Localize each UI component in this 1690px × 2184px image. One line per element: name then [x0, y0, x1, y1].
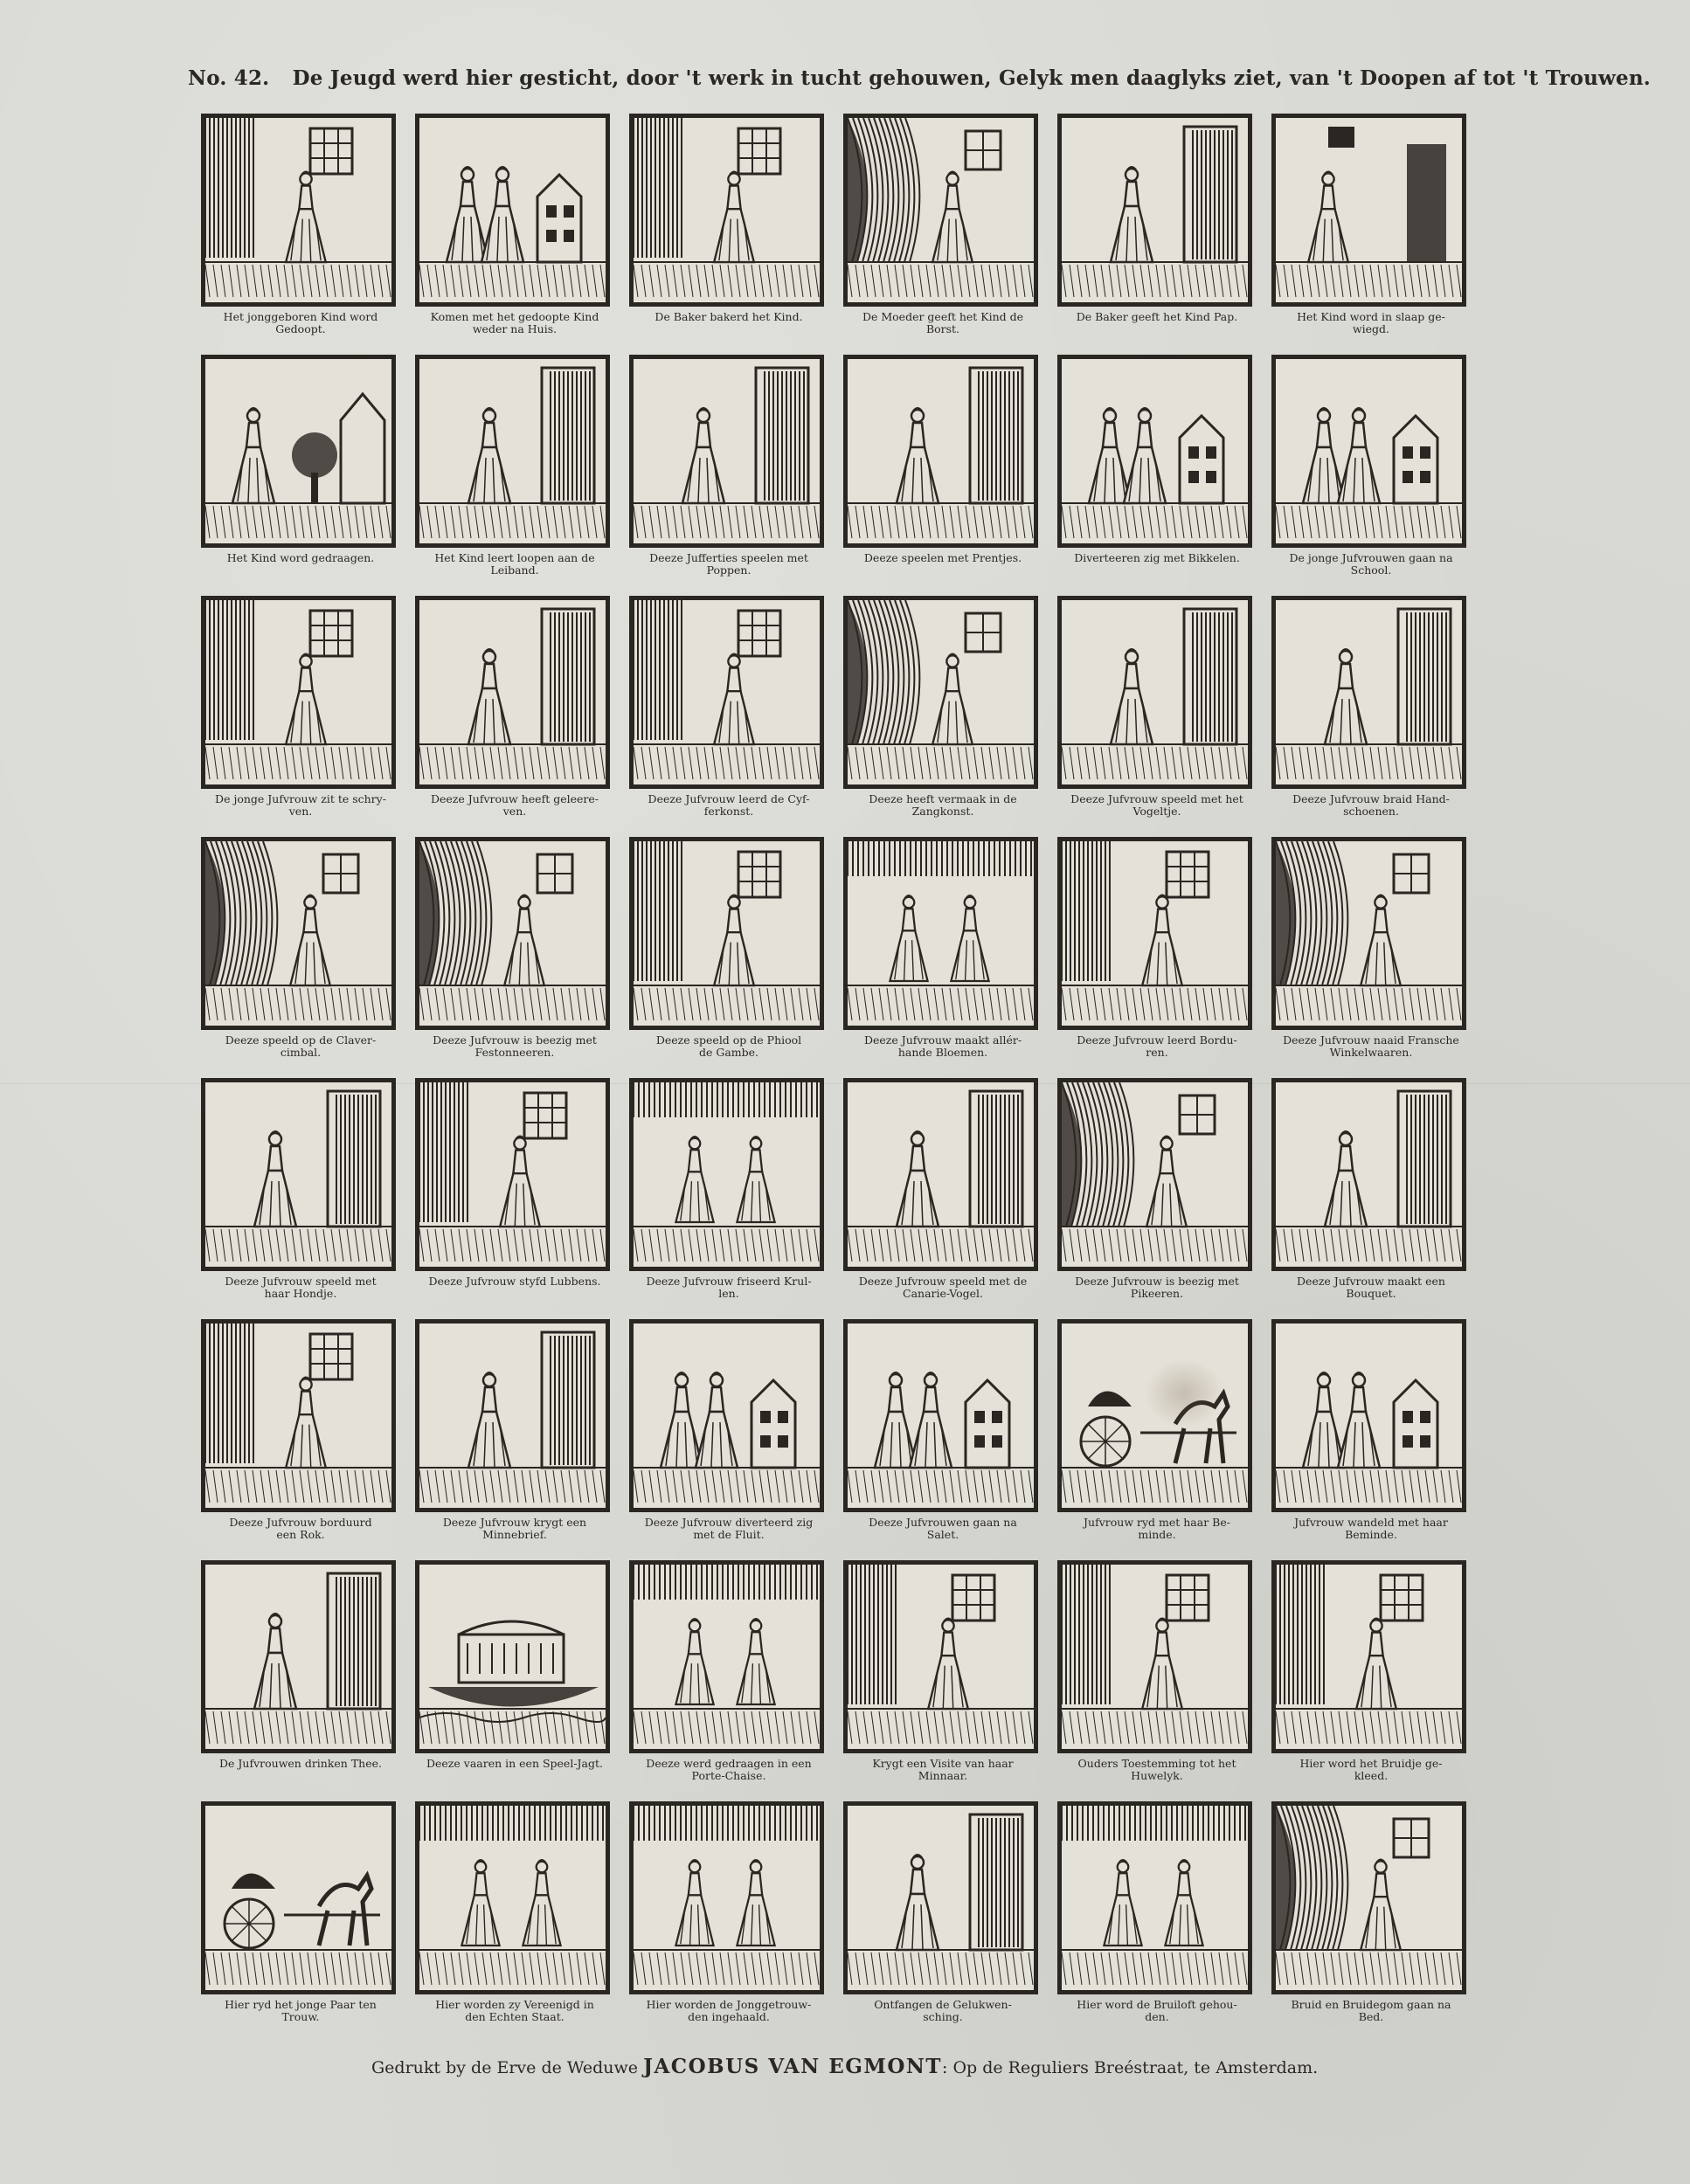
panel-caption: De Jufvrouwen drinken Thee. — [219, 1757, 382, 1770]
woodcut-illustration — [1057, 114, 1252, 307]
woodcut-illustration — [415, 596, 610, 789]
woodcut-panel — [411, 1798, 625, 2039]
woodcut-panel — [839, 1798, 1053, 2039]
woodcut-panel — [839, 1557, 1053, 1798]
woodcut-illustration — [1271, 1319, 1466, 1512]
woodcut-illustration — [843, 1801, 1038, 1994]
woodcut-illustration — [629, 114, 824, 307]
woodcut-panel — [197, 1316, 411, 1557]
imprint-address: : Op de Reguliers Breéstraat, te Amsterdam. — [942, 2058, 1319, 2077]
panel-caption: Deeze Jufvrouw borduurd een Rok. — [229, 1516, 372, 1541]
panel-caption: Deeze heeft vermaak in de Zangkonst. — [869, 792, 1017, 818]
woodcut-panel — [625, 1798, 839, 2039]
woodcut-panel — [1053, 351, 1267, 592]
woodcut-panel — [625, 110, 839, 351]
woodcut-illustration — [1271, 1801, 1466, 1994]
woodcut-panel — [1053, 833, 1267, 1075]
panel-caption: Deeze speeld op de Claver- cimbal. — [225, 1033, 377, 1059]
woodcut-illustration — [201, 1078, 396, 1271]
woodcut-panel — [197, 1557, 411, 1798]
woodcut-panel — [411, 351, 625, 592]
panel-caption: De Baker geeft het Kind Pap. — [1076, 310, 1238, 323]
panel-caption: Deeze Jufvrouw krygt een Minnebrief. — [442, 1516, 587, 1541]
woodcut-illustration — [1271, 114, 1466, 307]
woodcut-illustration — [843, 355, 1038, 548]
woodcut-panel — [625, 592, 839, 833]
woodcut-illustration — [201, 355, 396, 548]
panel-caption: Deeze Jufvrouw maakt allér- hande Bloemen. — [863, 1033, 1022, 1059]
woodcut-panel — [1053, 110, 1267, 351]
woodcut-illustration — [843, 1560, 1038, 1753]
panel-caption: Deeze Jufvrouw leerd de Cyf- ferkonst. — [648, 792, 810, 818]
woodcut-illustration — [201, 1560, 396, 1753]
woodcut-panel — [625, 1316, 839, 1557]
panel-caption: Jufvrouw wandeld met haar Beminde. — [1294, 1516, 1448, 1541]
woodcut-panel — [1053, 592, 1267, 833]
woodcut-panel — [1267, 1557, 1481, 1798]
panel-caption: Hier ryd het jonge Paar ten Trouw. — [225, 1998, 377, 2023]
panel-caption: Diverteeren zig met Bikkelen. — [1074, 551, 1240, 564]
print-title — [188, 66, 1652, 90]
woodcut-panel — [625, 833, 839, 1075]
woodcut-panel — [839, 110, 1053, 351]
woodcut-illustration — [1271, 1560, 1466, 1753]
woodcut-illustration — [201, 1319, 396, 1512]
woodcut-illustration — [1057, 1078, 1252, 1271]
woodcut-panel — [1053, 1557, 1267, 1798]
woodcut-panel — [1267, 1075, 1481, 1316]
panel-caption: Het Kind word in slaap ge- wiegd. — [1297, 310, 1445, 335]
panel-caption: Deeze speelen met Prentjes. — [863, 551, 1022, 564]
woodcut-panel — [1267, 1316, 1481, 1557]
woodcut-illustration — [629, 1801, 824, 1994]
panel-caption: Hier worden zy Vereenigd in den Echten Staat. — [435, 1998, 594, 2023]
panel-caption: De jonge Jufvrouwen gaan na School. — [1289, 551, 1453, 577]
print-number: No. 42. — [188, 66, 270, 90]
woodcut-panel — [1053, 1075, 1267, 1316]
panel-caption: Deeze Jufvrouw naaid Fransche Winkelwaaren. — [1283, 1033, 1459, 1059]
woodcut-illustration — [415, 355, 610, 548]
woodcut-illustration — [1271, 596, 1466, 789]
panel-caption: De Baker bakerd het Kind. — [655, 310, 803, 323]
woodcut-illustration — [629, 596, 824, 789]
panel-caption: Deeze Jufvrouw maakt een Bouquet. — [1297, 1275, 1445, 1300]
woodcut-grid — [197, 110, 1490, 2039]
woodcut-panel — [197, 351, 411, 592]
woodcut-illustration — [1271, 1078, 1466, 1271]
woodcut-illustration — [201, 114, 396, 307]
woodcut-illustration — [629, 1078, 824, 1271]
woodcut-panel — [411, 833, 625, 1075]
panel-caption: Jufvrouw ryd met haar Be- minde. — [1084, 1516, 1230, 1541]
panel-caption: Deeze vaaren in een Speel-Jagt. — [426, 1757, 604, 1770]
woodcut-illustration — [843, 596, 1038, 789]
woodcut-illustration — [415, 114, 610, 307]
panel-caption: Deeze Jufferties speelen met Poppen. — [649, 551, 808, 577]
woodcut-illustration — [629, 837, 824, 1030]
panel-caption: Komen met het gedoopte Kind weder na Huis. — [430, 310, 599, 335]
woodcut-panel — [625, 351, 839, 592]
woodcut-illustration — [415, 1560, 610, 1753]
panel-caption: Deeze Jufvrouw braid Hand- schoenen. — [1292, 792, 1450, 818]
woodcut-illustration — [201, 596, 396, 789]
woodcut-panel — [839, 1075, 1053, 1316]
woodcut-panel — [1267, 110, 1481, 351]
woodcut-panel — [625, 1075, 839, 1316]
woodcut-panel — [197, 833, 411, 1075]
panel-caption: Het Kind word gedraagen. — [226, 551, 375, 564]
woodcut-panel — [1267, 351, 1481, 592]
woodcut-illustration — [629, 355, 824, 548]
woodcut-illustration — [1057, 1801, 1252, 1994]
woodcut-panel — [839, 1316, 1053, 1557]
panel-caption: Deeze Jufvrouw is beezig met Pikeeren. — [1075, 1275, 1239, 1300]
woodcut-illustration — [1057, 837, 1252, 1030]
woodcut-panel — [1267, 833, 1481, 1075]
woodcut-illustration — [843, 114, 1038, 307]
panel-caption: Ouders Toestemming tot het Huwelyk. — [1077, 1757, 1236, 1782]
panel-caption: Het jonggeboren Kind word Gedoopt. — [223, 310, 378, 335]
panel-caption: Deeze speeld op de Phiool de Gambe. — [655, 1033, 802, 1059]
woodcut-panel — [1267, 1798, 1481, 2039]
woodcut-illustration — [843, 1319, 1038, 1512]
woodcut-illustration — [629, 1560, 824, 1753]
panel-caption: Deeze Jufvrouw speeld met haar Hondje. — [225, 1275, 377, 1300]
woodcut-panel — [839, 833, 1053, 1075]
panel-caption: Deeze Jufvrouw speeld met de Canarie-Vogel. — [858, 1275, 1028, 1300]
panel-caption: Deeze Jufvrouw leerd Bordu- ren. — [1077, 1033, 1237, 1059]
woodcut-panel — [411, 1075, 625, 1316]
woodcut-illustration — [1057, 596, 1252, 789]
woodcut-illustration — [415, 837, 610, 1030]
woodcut-panel — [1267, 592, 1481, 833]
panel-caption: Deeze Jufvrouw is beezig met Festonneeren. — [433, 1033, 597, 1059]
panel-caption: Deeze werd gedraagen in een Porte-Chaise. — [646, 1757, 812, 1782]
woodcut-panel — [411, 592, 625, 833]
panel-caption: Deeze Jufvrouwen gaan na Salet. — [869, 1516, 1017, 1541]
panel-caption: Krygt een Visite van haar Minnaar. — [872, 1757, 1014, 1782]
panel-caption: Hier word de Bruiloft gehou- den. — [1077, 1998, 1237, 2023]
woodcut-illustration — [201, 837, 396, 1030]
woodcut-panel — [839, 592, 1053, 833]
woodcut-panel — [197, 1075, 411, 1316]
woodcut-illustration — [1057, 1560, 1252, 1753]
woodcut-illustration — [415, 1319, 610, 1512]
imprint-printer: JACOBUS VAN EGMONT — [643, 2055, 943, 2078]
imprint-prefix: Gedrukt by de Erve de Weduwe — [371, 2058, 639, 2077]
panel-caption: Ontfangen de Gelukwen- sching. — [874, 1998, 1012, 2023]
woodcut-illustration — [843, 1078, 1038, 1271]
title-verse: De Jeugd werd hier gesticht, door 't werk in tucht gehouwen, Gelyk men daaglyks ziet, van 't Doopen af tot 't Trouwen. — [292, 66, 1652, 90]
woodcut-panel — [625, 1557, 839, 1798]
woodcut-panel — [197, 110, 411, 351]
panel-caption: Hier worden de Jonggetrouw- den ingehaald. — [646, 1998, 812, 2023]
foxing-stain — [1145, 1358, 1223, 1428]
panel-caption: Bruid en Bruidegom gaan na Bed. — [1291, 1998, 1451, 2023]
woodcut-panel — [411, 110, 625, 351]
woodcut-panel — [839, 351, 1053, 592]
woodcut-panel — [411, 1316, 625, 1557]
woodcut-panel — [1053, 1798, 1267, 2039]
woodcut-panel — [197, 592, 411, 833]
woodcut-illustration — [415, 1801, 610, 1994]
panel-caption: Deeze Jufvrouw friseerd Krul- len. — [646, 1275, 812, 1300]
woodcut-illustration — [201, 1801, 396, 1994]
panel-caption: Hier word het Bruidje ge- kleed. — [1299, 1757, 1443, 1782]
imprint — [371, 2055, 1420, 2078]
panel-caption: Deeze Jufvrouw heeft geleere- ven. — [430, 792, 599, 818]
woodcut-illustration — [1271, 837, 1466, 1030]
panel-caption: De jonge Jufvrouw zit te schry- ven. — [215, 792, 386, 818]
panel-caption: Deeze Jufvrouw styfd Lubbens. — [428, 1275, 601, 1288]
panel-caption: De Moeder geeft het Kind de Borst. — [862, 310, 1024, 335]
woodcut-illustration — [1057, 355, 1252, 548]
panel-caption: Deeze Jufvrouw diverteerd zig met de Fluit. — [644, 1516, 814, 1541]
woodcut-panel — [411, 1557, 625, 1798]
woodcut-panel — [1053, 1316, 1267, 1557]
woodcut-illustration — [843, 837, 1038, 1030]
panel-caption: Het Kind leert loopen aan de Leiband. — [434, 551, 595, 577]
woodcut-illustration — [629, 1319, 824, 1512]
woodcut-illustration — [415, 1078, 610, 1271]
woodcut-panel — [197, 1798, 411, 2039]
panel-caption: Deeze Jufvrouw speeld met het Vogeltje. — [1070, 792, 1243, 818]
woodcut-illustration — [1271, 355, 1466, 548]
